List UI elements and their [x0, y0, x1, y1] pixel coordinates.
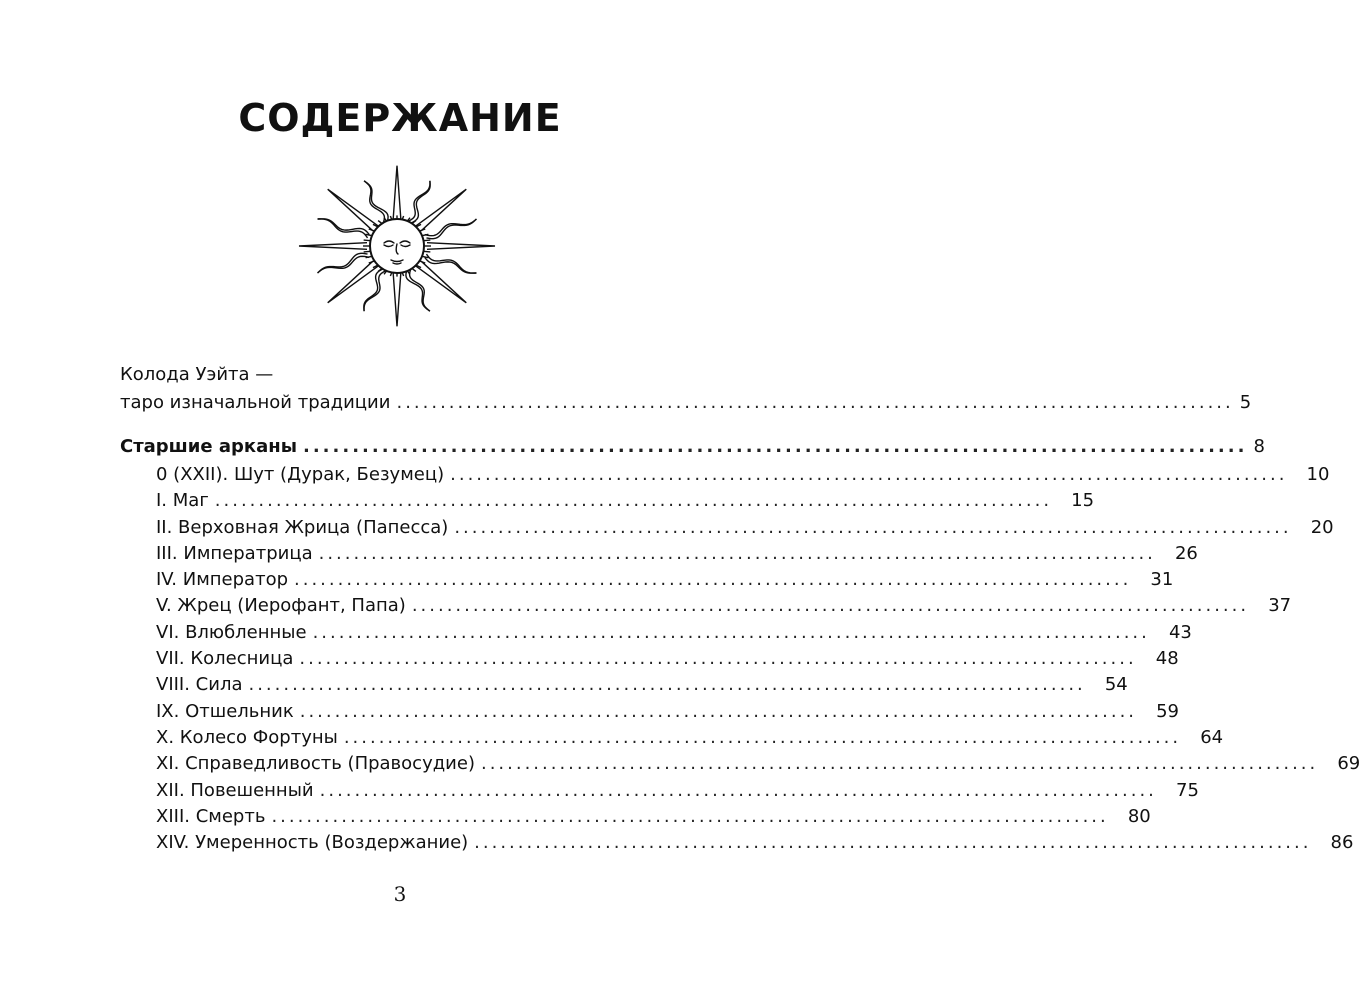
toc-entry-intro[interactable] — [120, 390, 1252, 418]
toc-entry-label: VIII. Сила — [156, 674, 243, 696]
sun-inner-ray — [423, 240, 430, 241]
toc-section-label: Старшие арканы — [120, 436, 297, 457]
sun-ray — [393, 166, 401, 222]
dot-leader: ................................................................................................ — [411, 595, 1250, 617]
dot-leader: ................................................................................................ — [480, 753, 1319, 775]
dot-leader: ................................................................................................ — [303, 436, 1248, 457]
dot-leader: ................................................................................................ — [318, 542, 1156, 564]
dot-leader: ................................................................................................ — [299, 700, 1138, 722]
dot-leader: ................................................................................................ — [294, 569, 1132, 591]
toc-entry-label: VII. Колесница — [156, 648, 294, 670]
toc-page-number: 75 — [1176, 779, 1199, 801]
dot-leader: ................................................................................................ — [271, 805, 1109, 827]
toc-page-number: 37 — [1268, 595, 1292, 617]
toc-entry[interactable] — [156, 620, 1192, 646]
toc-entry-label: X. Колесо Фортуны — [156, 726, 338, 748]
toc-entry-label: XII. Повешенный — [156, 779, 314, 801]
toc-entry-label: II. Верховная Жрица (Папесса) — [156, 516, 449, 538]
dot-leader: ................................................................................................ — [319, 779, 1157, 801]
toc-page-number: 80 — [1127, 805, 1151, 827]
dot-leader: ................................................................................................ — [312, 621, 1150, 643]
toc-entry-label: III. Императрица — [156, 542, 313, 564]
toc-section-major-arcana[interactable] — [120, 434, 1265, 462]
toc-page-number: 64 — [1200, 726, 1224, 748]
toc-page-number: 69 — [1337, 753, 1360, 775]
toc-entry[interactable] — [156, 515, 1334, 541]
toc-subentries — [156, 462, 1360, 856]
dot-leader: ................................................................................................ — [474, 832, 1312, 854]
toc-entry[interactable] — [156, 751, 1360, 777]
toc-entry-label: XI. Справедливость (Правосудие) — [156, 753, 475, 775]
dot-leader: ................................................................................................ — [343, 726, 1182, 748]
sun-ray — [427, 243, 495, 250]
toc-page-number: 31 — [1150, 569, 1174, 591]
dot-leader: ................................................................................................ — [214, 490, 1053, 512]
toc-entry[interactable] — [156, 672, 1128, 698]
toc-entry[interactable] — [156, 541, 1198, 567]
toc-entry[interactable] — [156, 830, 1354, 856]
toc-entry-label: VI. Влюбленные — [156, 621, 307, 643]
toc-entry-label: таро изначальной традиции — [120, 392, 391, 413]
toc-entry[interactable] — [156, 462, 1330, 488]
toc-entry[interactable] — [156, 488, 1095, 514]
dot-leader: ................................................................................................ — [248, 674, 1086, 696]
toc-intro-line1: Колода Уэйта — — [120, 364, 274, 385]
sun-inner-ray — [364, 240, 371, 241]
toc-entry[interactable] — [156, 646, 1179, 672]
sun-wavy-ray — [364, 181, 384, 223]
toc-page-number: 54 — [1104, 674, 1128, 696]
toc-page-number: 15 — [1071, 490, 1095, 512]
sun-icon — [295, 163, 499, 329]
toc-entry-label: I. Маг — [156, 490, 209, 512]
sun-inner-ray — [364, 251, 371, 252]
toc-page-number: 10 — [1306, 464, 1330, 485]
sun-wavy-ray — [410, 269, 430, 311]
page-title: СОДЕРЖАНИЕ — [238, 96, 562, 140]
table-of-contents — [120, 362, 1360, 856]
toc-page-number: 26 — [1174, 542, 1198, 564]
toc-entry[interactable] — [156, 804, 1151, 830]
dot-leader: ................................................................................................ — [396, 392, 1234, 413]
toc-page-number: 86 — [1330, 832, 1354, 854]
toc-page-number: 43 — [1168, 621, 1192, 643]
toc-entry-label: IX. Отшельник — [156, 700, 294, 722]
toc-page-number: 5 — [1239, 392, 1252, 413]
page-number: 3 — [393, 882, 407, 906]
toc-entry[interactable] — [156, 699, 1180, 725]
sun-ray — [393, 271, 401, 327]
toc-entry-label: 0 (XXII). Шут (Дурак, Безумец) — [156, 464, 445, 485]
toc-page-number: 20 — [1310, 516, 1334, 538]
sun-wavy-ray — [318, 256, 370, 273]
toc-page-number: 48 — [1155, 648, 1179, 670]
dot-leader: ................................................................................................ — [450, 464, 1288, 485]
toc-page-number: 59 — [1156, 700, 1180, 722]
toc-entry-label: XIV. Умеренность (Воздержание) — [156, 832, 469, 854]
sun-inner-ray — [423, 251, 430, 252]
toc-entry-label: V. Жрец (Иерофант, Папа) — [156, 595, 406, 617]
toc-entry-label: IV. Император — [156, 569, 289, 591]
toc-entry[interactable] — [156, 567, 1174, 593]
toc-page-number: 8 — [1253, 436, 1265, 457]
toc-entry-label: XIII. Смерть — [156, 805, 266, 827]
sun-ray — [299, 243, 367, 250]
toc-entry[interactable] — [156, 725, 1224, 751]
toc-entry[interactable] — [156, 593, 1292, 619]
dot-leader: ................................................................................................ — [299, 648, 1137, 670]
toc-entry[interactable] — [156, 778, 1199, 804]
sun-wavy-ray — [425, 219, 477, 236]
dot-leader: ................................................................................................ — [454, 516, 1292, 538]
